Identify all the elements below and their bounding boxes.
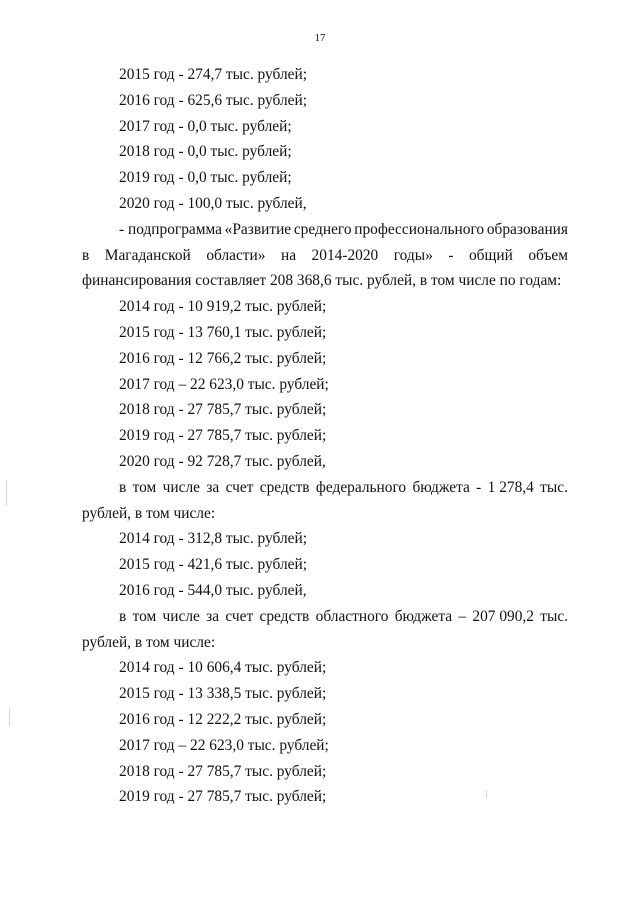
funding-line: 2018 год - 0,0 тыс. рублей;: [119, 143, 292, 161]
word: том: [132, 478, 157, 496]
subprogram-paragraph-line-2: [82, 243, 568, 269]
word: федерального: [315, 478, 407, 496]
funding-line: 2020 год - 100,0 тыс. рублей,: [119, 194, 307, 212]
funding-line: 2016 год - 12 222,2 тыс. рублей;: [119, 710, 327, 728]
word: на: [280, 246, 297, 264]
document-body: [82, 62, 568, 810]
funding-line: 2016 год - 625,6 тыс. рублей;: [119, 91, 307, 109]
word: области»: [206, 246, 266, 264]
word: тыс.: [540, 478, 568, 496]
funding-line: 2017 год - 0,0 тыс. рублей;: [119, 117, 292, 135]
word: «Развитие: [224, 220, 292, 238]
word: годы»: [393, 246, 433, 264]
word: общий: [468, 246, 513, 264]
funding-line: 2017 год – 22 623,0 тыс. рублей;: [119, 736, 329, 754]
word: 1 278,4: [487, 478, 534, 496]
federal-budget-line-1: [82, 475, 568, 501]
word: числе: [162, 478, 200, 496]
word: –: [458, 607, 467, 625]
funding-line: 2016 год - 12 766,2 тыс. рублей;: [119, 349, 327, 367]
funding-line: 2015 год - 421,6 тыс. рублей;: [119, 556, 307, 574]
funding-line: 2015 год - 274,7 тыс. рублей;: [119, 66, 307, 83]
word: - подпрограмма: [119, 220, 222, 238]
funding-line: 2019 год - 27 785,7 тыс. рублей;: [119, 427, 327, 445]
subprogram-paragraph-line-3: финансирования составляет 208 368,6 тыс. рублей, в том числе по годам:: [82, 272, 562, 290]
scan-margin-mark: [9, 708, 10, 726]
word: средств: [259, 607, 310, 625]
word: тыс.: [540, 607, 568, 625]
word: 2014-2020: [311, 246, 379, 264]
word: -: [448, 246, 454, 264]
funding-line: 2014 год - 10 606,4 тыс. рублей;: [119, 659, 327, 677]
scan-margin-mark: [6, 480, 7, 506]
word: числе: [162, 607, 200, 625]
funding-line: 2014 год - 312,8 тыс. рублей;: [119, 530, 307, 548]
word: бюджета: [412, 478, 470, 496]
word: -: [476, 478, 482, 496]
funding-line: 2015 год - 13 338,5 тыс. рублей;: [119, 685, 327, 703]
funding-line: 2016 год - 544,0 тыс. рублей,: [119, 581, 307, 599]
word: бюджета: [394, 607, 453, 625]
word: в: [82, 246, 90, 264]
page-number: 17: [314, 32, 326, 44]
word: среднего: [293, 220, 352, 238]
word: областного: [315, 607, 389, 625]
word: за: [206, 607, 220, 625]
word: за: [206, 478, 220, 496]
word: Магаданской: [104, 246, 191, 264]
regional-budget-line-1: [82, 604, 568, 630]
funding-line: 2020 год - 92 728,7 тыс. рублей,: [119, 452, 326, 470]
word: в: [119, 478, 127, 496]
word: в: [119, 607, 127, 625]
word: профессионального: [354, 220, 485, 238]
word: счет: [225, 478, 254, 496]
funding-line: 2019 год - 27 785,7 тыс. рублей;: [119, 788, 327, 806]
funding-line: 2014 год - 10 919,2 тыс. рублей;: [119, 298, 327, 316]
subprogram-paragraph-line-1: [82, 217, 568, 243]
word: образования: [486, 220, 568, 238]
funding-line: 2015 год - 13 760,1 тыс. рублей;: [119, 323, 327, 341]
funding-line: 2018 год - 27 785,7 тыс. рублей;: [119, 401, 327, 419]
federal-budget-line-2: рублей, в том числе:: [82, 504, 216, 522]
funding-line: 2017 год – 22 623,0 тыс. рублей;: [119, 375, 329, 393]
word: том: [132, 607, 157, 625]
funding-line: 2018 год - 27 785,7 тыс. рублей;: [119, 762, 327, 780]
word: счет: [225, 607, 254, 625]
word: средств: [259, 478, 310, 496]
word: 207 090,2: [472, 607, 534, 625]
funding-line: 2019 год - 0,0 тыс. рублей;: [119, 169, 292, 187]
word: объем: [528, 246, 568, 264]
regional-budget-line-2: рублей, в том числе:: [82, 633, 216, 651]
